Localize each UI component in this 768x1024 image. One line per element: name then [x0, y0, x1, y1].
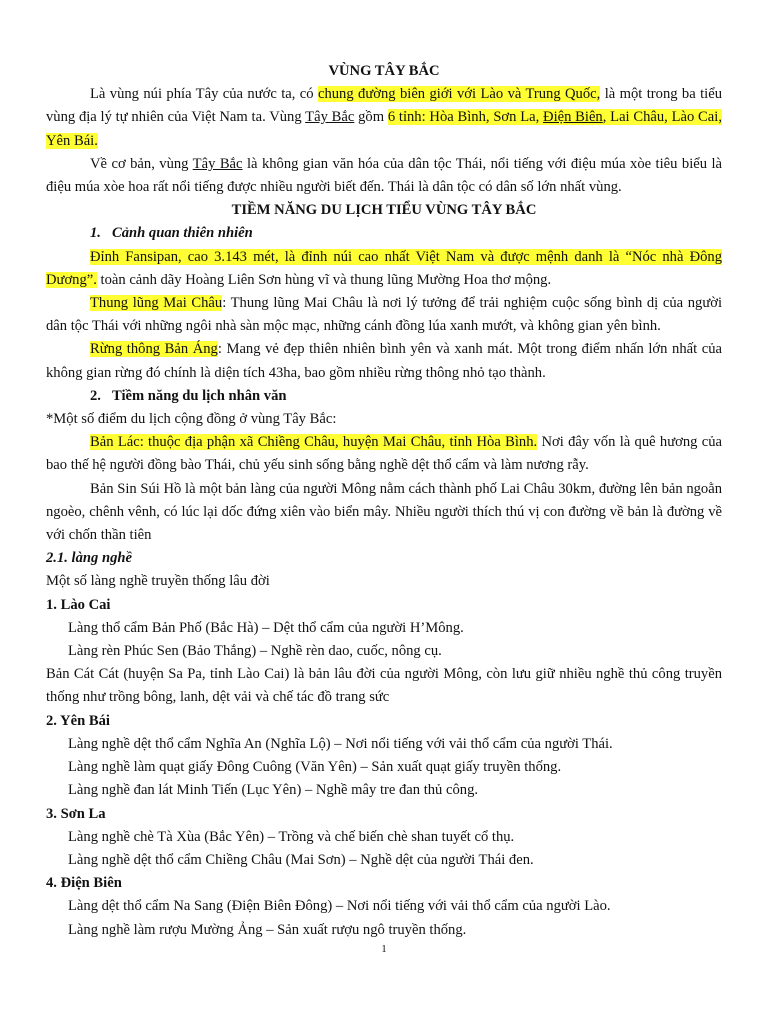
list-item: Làng nghề đan lát Minh Tiến (Lục Yên) – Nghề mây tre đan thủ công.	[68, 782, 479, 799]
province-heading-dien-bien: 4. Điện Biên	[46, 875, 122, 892]
section-1-heading	[46, 222, 722, 245]
list-item: Làng thổ cẩm Bản Phố (Bắc Hà) – Dệt thổ cẩm của người H’Mông.	[68, 619, 464, 636]
list-item: Làng nghề chè Tà Xùa (Bắc Yên) – Trồng và chế biến chè shan tuyết cổ thụ.	[68, 828, 515, 845]
section-2-1-lead: Một số làng nghề truyền thống lâu đời	[46, 573, 270, 590]
cat-cat-paragraph: Bản Cát Cát (huyện Sa Pa, tỉnh Lào Cai) là bản lâu đời của người Mông, còn lưu giữ nhiều nghề thủ công truyền thống như trồng bông, lanh, dệt vải và chế tác đồ trang sức	[46, 666, 722, 706]
paragraph-text: : Mang vẻ đẹp thiên nhiên bình yên và xanh mát. Một trong điểm nhấn lớn nhất của không gian rừng đó chính là diện tích 43ha, bao gồm nhiều rừng thông nhỏ tạo thành.	[46, 341, 722, 381]
mai-chau-paragraph	[46, 292, 722, 338]
intro-text: Về cơ bản, vùng	[90, 155, 193, 172]
intro-paragraph-2	[46, 153, 722, 199]
intro-text: là một trong ba tiểu vùng địa lý tự nhiên của Việt Nam ta. Vùng	[46, 86, 722, 126]
list-item: Làng nghề làm rượu Mường Ảng – Sản xuất rượu ngô truyền thống.	[68, 921, 467, 938]
list-item: Làng nghề làm quạt giấy Đông Cuông (Văn Yên) – Sản xuất quạt giấy truyền thống.	[68, 759, 562, 776]
list-item: Làng rèn Phúc Sen (Bảo Thắng) – Nghề rèn dao, cuốc, nông cụ.	[68, 643, 442, 660]
intro-text: Là vùng núi phía Tây của nước ta, có	[90, 86, 318, 103]
province-heading-lao-cai: 1. Lào Cai	[46, 596, 111, 613]
paragraph-text: Nơi đây vốn là quê hương của bao thế hệ người đồng bào Thái, chủ yếu sinh sống bằng nghề dệt thổ cẩm và làm nương rẫy.	[46, 434, 722, 474]
ban-lac-paragraph	[46, 431, 722, 477]
list-item: Làng nghề dệt thổ cẩm Nghĩa An (Nghĩa Lộ) – Nơi nổi tiếng với vải thổ cẩm của người Thái.	[68, 735, 613, 752]
section-number: 2.	[90, 387, 101, 404]
list-item: Làng dệt thổ cẩm Na Sang (Điện Biên Đông) – Nơi nổi tiếng với vải thổ cẩm của người Lào.	[68, 898, 611, 915]
document-body	[46, 60, 722, 942]
intro-text: gồm	[354, 109, 388, 126]
section-2-heading	[46, 385, 722, 408]
intro-text: là không gian văn hóa của dân tộc Thái, nổi tiếng với điệu múa xòe tiêu biểu là điệu múa xòe hoa rất nổi tiếng được nhiều người biết đến. Thái là dân tộc có dân số lớn nhất vùng.	[46, 155, 723, 196]
list-item: Làng nghề dệt thổ cẩm Chiềng Châu (Mai Sơn) – Nghề dệt của người Thái đen.	[68, 851, 534, 868]
section-heading-text: Cảnh quan thiên nhiên	[112, 225, 253, 242]
highlighted-text: Đỉnh Fansipan, cao 3.143 mét, là đỉnh núi cao nhất Việt Nam và được mệnh danh là “Nóc nhà Đông Dương”.	[46, 248, 722, 288]
section-title: TIỀM NĂNG DU LỊCH TIỂU VÙNG TÂY BẮC	[231, 202, 537, 219]
highlighted-text: Rừng thông Bản Áng	[90, 341, 218, 358]
provinces-text: 6 tỉnh: Hòa Bình, Sơn La,	[387, 109, 544, 126]
underlined-region-name: Tây Bắc	[192, 155, 243, 172]
fansipan-paragraph	[46, 246, 722, 292]
underlined-region-name: Tây Bắc	[305, 109, 355, 126]
section-heading-text: Tiềm năng du lịch nhân văn	[112, 387, 287, 404]
province-heading-yen-bai: 2. Yên Bái	[46, 712, 110, 729]
section-2-lead: *Một số điểm du lịch cộng đồng ở vùng Tây Bắc:	[46, 411, 337, 428]
paragraph-text: : Thung lũng Mai Châu là nơi lý tưởng để trải nghiệm cuộc sống bình dị của người dân tộc Thái với những ngôi nhà sàn mộc mạc, những cánh đồng lúa xanh mướt, và không gian yên bình.	[46, 295, 723, 335]
ban-ang-paragraph	[46, 338, 722, 384]
highlighted-border-text: chung đường biên giới với Lào và Trung Quốc,	[317, 86, 601, 103]
document-title: VÙNG TÂY BẮC	[328, 63, 440, 79]
underlined-province: Điện Biên	[543, 109, 603, 126]
provinces-text: , Lai Châu, Lào Cai, Yên Bái.	[46, 109, 722, 149]
highlighted-text: Thung lũng Mai Châu	[90, 295, 223, 312]
sin-sui-ho-paragraph: Bản Sin Súi Hồ là một bản làng của người Mông nằm cách thành phố Lai Châu 30km, đường lên bản ngoằn ngoèo, chênh vênh, có lúc lại dốc đứng xiên vào biển mây. Nhiều người thích thú vị con đường về bản là đường về với chốn thần tiên	[46, 480, 722, 544]
section-2-1-heading: 2.1. làng nghề	[46, 550, 132, 567]
highlighted-text: Bản Lác: thuộc địa phận xã Chiềng Châu, huyện Mai Châu, tỉnh Hòa Bình.	[90, 434, 538, 451]
page-number: 1	[381, 943, 387, 955]
intro-paragraph-1	[46, 83, 722, 153]
section-number: 1.	[90, 225, 101, 242]
paragraph-text: toàn cảnh dãy Hoàng Liên Sơn hùng vĩ và thung lũng Mường Hoa thơ mộng.	[96, 271, 552, 288]
province-heading-son-la: 3. Sơn La	[46, 805, 106, 822]
